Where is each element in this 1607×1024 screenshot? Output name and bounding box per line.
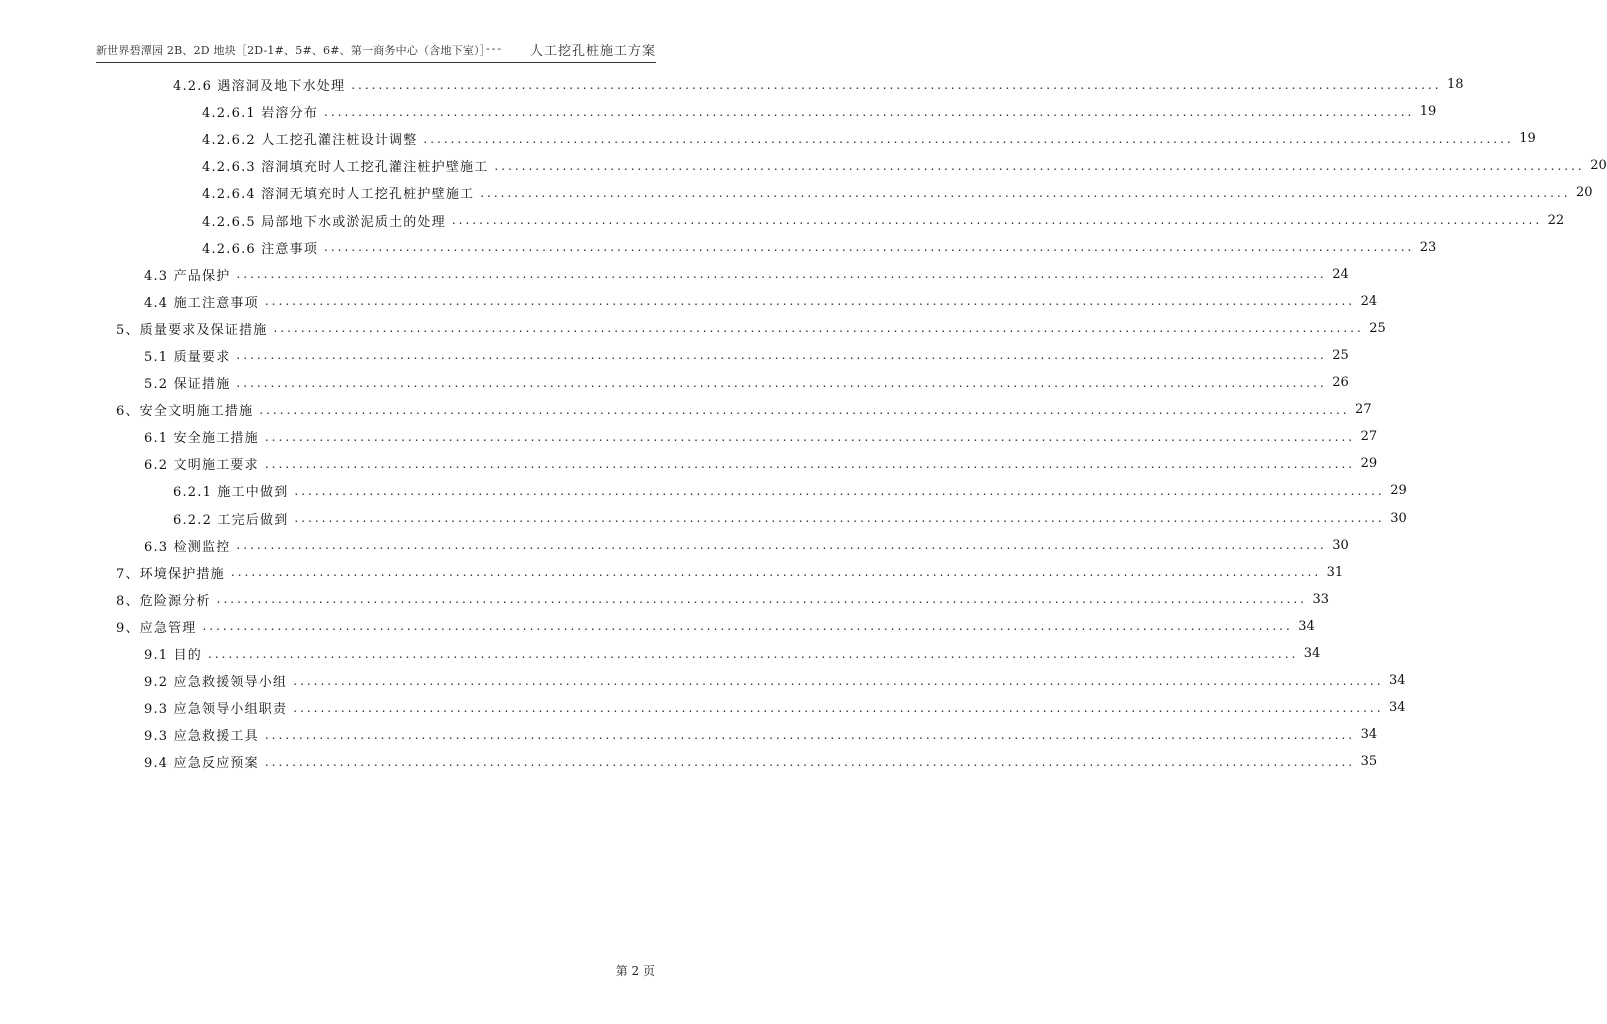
toc-entry-page-number: 19	[1519, 131, 1536, 147]
toc-entry[interactable]	[0, 315, 1386, 342]
toc-dot-leader	[269, 321, 1367, 335]
toc-entry-page-number: 30	[1332, 537, 1349, 553]
toc-entry[interactable]	[0, 667, 1406, 694]
toc-entry-title: 9.2 应急救援领导小组	[144, 675, 288, 691]
toc-entry[interactable]	[0, 179, 1593, 206]
toc-dot-leader	[320, 105, 1418, 119]
toc-dot-leader	[261, 728, 1359, 742]
toc-entry[interactable]	[0, 640, 1321, 667]
toc-dot-leader	[232, 348, 1330, 362]
toc-dot-leader	[347, 78, 1445, 92]
toc-entry[interactable]	[0, 450, 1378, 477]
toc-entry-title: 4.2.6.4 溶洞无填充时人工挖孔桩护壁施工	[202, 187, 475, 203]
toc-entry-page-number: 26	[1332, 375, 1349, 391]
toc-entry-title: 4.2.6.1 岩溶分布	[202, 106, 319, 122]
toc-entry[interactable]	[0, 152, 1607, 179]
toc-entry-title: 4.3 产品保护	[144, 268, 231, 284]
toc-entry-title: 5.2 保证措施	[144, 377, 231, 393]
toc-entry-page-number: 34	[1298, 618, 1315, 634]
toc-entry-page-number: 27	[1355, 402, 1372, 418]
toc-entry[interactable]	[0, 613, 1315, 640]
header-rule	[96, 62, 656, 63]
toc-entry[interactable]	[0, 98, 1437, 125]
toc-dot-leader	[261, 430, 1359, 444]
toc-entry-page-number: 30	[1390, 510, 1407, 526]
toc-entry-title: 9.1 目的	[144, 648, 203, 664]
toc-entry-page-number: 34	[1388, 700, 1406, 716]
toc-entry[interactable]	[0, 396, 1372, 423]
toc-entry-title: 6.2.1 施工中做到	[173, 485, 289, 501]
toc-dot-leader	[419, 132, 1517, 146]
toc-entry[interactable]	[0, 125, 1536, 152]
toc-entry[interactable]	[0, 288, 1378, 315]
toc-dot-leader	[476, 186, 1574, 200]
toc-dot-leader	[261, 755, 1359, 769]
toc-entry-title: 9.3 应急救援工具	[144, 729, 259, 745]
table-of-contents	[0, 71, 1607, 775]
toc-entry-page-number: 35	[1360, 754, 1378, 770]
toc-entry-page-number: 20	[1590, 158, 1607, 174]
toc-entry[interactable]	[0, 206, 1565, 233]
toc-entry[interactable]	[0, 721, 1378, 748]
header-document-title: 人工挖孔桩施工方案	[529, 44, 656, 59]
toc-dot-leader	[198, 619, 1296, 633]
toc-entry-page-number: 29	[1390, 483, 1407, 499]
toc-entry-page-number: 18	[1446, 77, 1464, 93]
toc-dot-leader	[232, 538, 1330, 552]
toc-entry-page-number: 24	[1332, 266, 1349, 282]
toc-entry-title: 4.4 施工注意事项	[144, 295, 259, 311]
toc-entry-page-number: 27	[1360, 429, 1378, 445]
toc-entry-page-number: 29	[1360, 456, 1378, 472]
toc-dot-leader	[232, 267, 1330, 281]
toc-entry-page-number: 25	[1369, 320, 1386, 336]
toc-entry-title: 9、应急管理	[116, 620, 197, 636]
toc-entry-title: 8、危险源分析	[116, 593, 211, 609]
toc-dot-leader	[261, 457, 1359, 471]
toc-entry[interactable]	[0, 342, 1349, 369]
toc-entry[interactable]	[0, 234, 1437, 261]
toc-entry-title: 7、环境保护措施	[116, 566, 225, 582]
toc-entry-page-number: 34	[1360, 727, 1378, 743]
toc-entry-page-number: 34	[1303, 646, 1321, 662]
toc-entry-page-number: 19	[1419, 104, 1437, 120]
toc-entry[interactable]	[0, 505, 1407, 532]
toc-entry-page-number: 23	[1419, 239, 1437, 255]
toc-dot-leader	[290, 511, 1388, 525]
toc-entry[interactable]	[0, 559, 1344, 586]
toc-entry-page-number: 33	[1312, 591, 1329, 607]
toc-entry-title: 5.1 质量要求	[144, 349, 231, 365]
toc-entry-page-number: 20	[1575, 185, 1593, 201]
toc-entry[interactable]	[0, 261, 1349, 288]
toc-entry-page-number: 31	[1326, 564, 1344, 580]
toc-entry-title: 5、质量要求及保证措施	[116, 322, 268, 338]
toc-dot-leader	[289, 701, 1387, 715]
header-project-name: 新世界碧潭园 2B、2D 地块［2D-1#、5#、6#、第一商务中心（含地下室）］	[96, 44, 491, 57]
toc-entry[interactable]	[0, 532, 1349, 559]
page-header	[96, 38, 656, 60]
toc-dot-leader	[255, 403, 1353, 417]
toc-entry[interactable]	[0, 694, 1406, 721]
toc-entry-title: 4.2.6.3 溶洞填充时人工挖孔灌注桩护壁施工	[202, 160, 489, 176]
toc-dot-leader	[289, 674, 1387, 688]
toc-entry[interactable]	[0, 423, 1378, 450]
toc-dot-leader	[320, 240, 1418, 254]
toc-entry-title: 6.2 文明施工要求	[144, 458, 259, 474]
toc-dot-leader	[290, 484, 1388, 498]
toc-entry[interactable]	[0, 369, 1349, 396]
toc-entry[interactable]	[0, 477, 1407, 504]
toc-dot-leader	[490, 159, 1588, 173]
toc-entry[interactable]	[0, 71, 1464, 98]
toc-entry-title: 6.3 检测监控	[144, 539, 231, 555]
toc-entry-title: 9.3 应急领导小组职责	[144, 702, 288, 718]
toc-entry-title: 6.1 安全施工措施	[144, 431, 259, 447]
toc-entry-title: 4.2.6.5 局部地下水或淤泥质土的处理	[202, 214, 446, 230]
toc-entry[interactable]	[0, 586, 1329, 613]
toc-entry-page-number: 24	[1360, 293, 1378, 309]
toc-entry-title: 6.2.2 工完后做到	[173, 512, 289, 528]
toc-dot-leader	[261, 294, 1359, 308]
toc-dot-leader	[213, 592, 1311, 606]
toc-entry-title: 4.2.6.6 注意事项	[202, 241, 319, 257]
toc-dot-leader	[204, 647, 1302, 661]
toc-dot-leader	[448, 213, 1546, 227]
toc-dot-leader	[232, 376, 1330, 390]
toc-entry-title: 4.2.6.2 人工挖孔灌注桩设计调整	[202, 133, 418, 149]
toc-entry-page-number: 22	[1547, 212, 1565, 228]
toc-entry-page-number: 34	[1388, 673, 1406, 689]
page-number-footer: 第 2 页	[615, 964, 655, 978]
header-separator: ---	[486, 42, 504, 55]
toc-entry[interactable]	[0, 748, 1378, 775]
toc-entry-title: 6、安全文明施工措施	[116, 404, 254, 420]
toc-entry-title: 9.4 应急反应预案	[144, 756, 259, 772]
toc-dot-leader	[227, 565, 1325, 579]
toc-entry-title: 4.2.6 遇溶洞及地下水处理	[173, 79, 346, 95]
toc-entry-page-number: 25	[1332, 347, 1349, 363]
